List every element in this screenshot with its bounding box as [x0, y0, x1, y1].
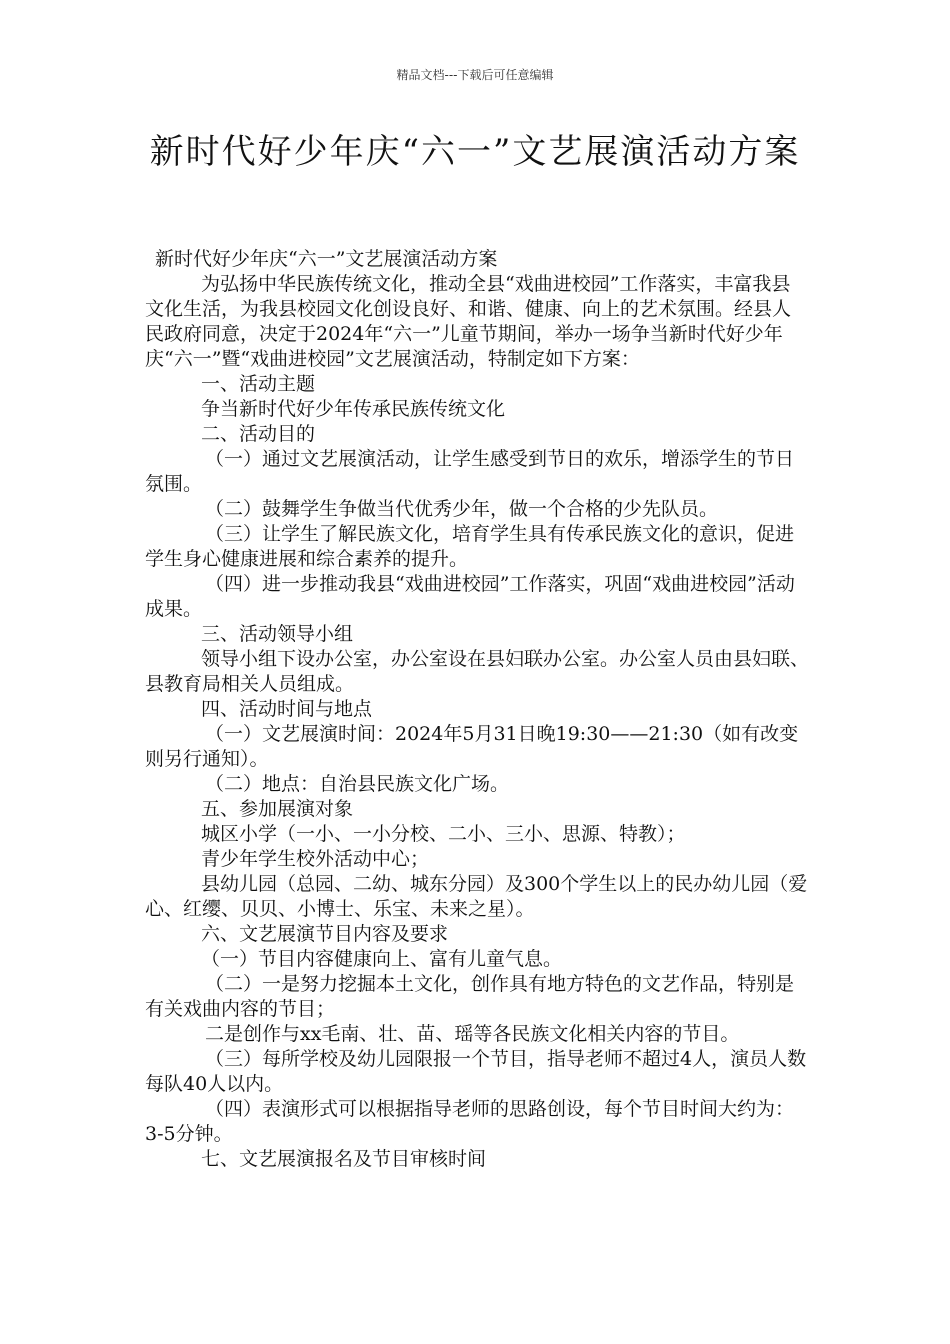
paragraph: （二）一是努力挖掘本土文化，创作具有地方特色的文艺作品，特别是有关戏曲内容的节目；	[145, 973, 795, 1020]
page-header: 精品文档---下载后可任意编辑	[396, 68, 554, 82]
paragraph: 城区小学（一小、一小分校、二小、三小、思源、特教）；	[201, 823, 686, 845]
paragraph: （三）每所学校及幼儿园限报一个节目，指导老师不超过4人，演员人数每队40人以内。	[145, 1048, 807, 1095]
paragraph: （一）文艺展演时间：2024年5月31日晚19:30——21:30（如有改变则另行通知）。	[145, 723, 799, 770]
paragraph: （二）鼓舞学生争做当代优秀少年，做一个合格的少先队员。	[205, 498, 719, 520]
section-heading: 一、活动主题	[201, 373, 316, 395]
section-heading: 五、参加展演对象	[201, 798, 354, 820]
paragraph: 领导小组下设办公室，办公室设在县妇联办公室。办公室人员由县妇联、县教育局相关人员组成。	[145, 648, 810, 695]
document-title: 新时代好少年庆“六一”文艺展演活动方案	[149, 132, 801, 172]
section-heading: 四、活动时间与地点	[201, 698, 373, 720]
paragraph: 争当新时代好少年传承民族传统文化	[201, 398, 506, 420]
paragraph: 县幼儿园（总园、二幼、城东分园）及300个学生以上的民办幼儿园（爱心、红缨、贝贝、小博士、乐宝、未来之星）。	[145, 873, 808, 920]
section-heading: 六、文艺展演节目内容及要求	[201, 923, 449, 945]
document-body	[145, 247, 809, 1172]
paragraph: （四）进一步推动我县“戏曲进校园”工作落实，巩固“戏曲进校园”活动成果。	[145, 573, 795, 620]
paragraph: 二是创作与xx毛南、壮、苗、瑶等各民族文化相关内容的节目。	[205, 1023, 740, 1045]
section-heading: 二、活动目的	[201, 423, 316, 445]
intro-paragraph: 为弘扬中华民族传统文化，推动全县“戏曲进校园”工作落实，丰富我县文化生活，为我县校园文化创设良好、和谐、健康、向上的艺术氛围。经县人民政府同意，决定于2024年“六一”儿童节期间，举办一场争当新时代好少年庆“六一”暨“戏曲进校园”文艺展演活动，特制定如下方案：	[145, 273, 792, 370]
paragraph: （四）表演形式可以根据指导老师的思路创设，每个节目时间大约为：3-5分钟。	[145, 1098, 795, 1145]
section-heading: 七、文艺展演报名及节目审核时间	[201, 1148, 487, 1170]
document-subtitle: 新时代好少年庆“六一”文艺展演活动方案	[155, 248, 498, 270]
paragraph: （二）地点：自治县民族文化广场。	[205, 773, 510, 795]
paragraph: 青少年学生校外活动中心；	[201, 848, 430, 870]
paragraph: （一）通过文艺展演活动，让学生感受到节日的欢乐，增添学生的节日氛围。	[145, 448, 795, 495]
paragraph: （三）让学生了解民族文化，培育学生具有传承民族文化的意识，促进学生身心健康进展和综合素养的提升。	[145, 523, 795, 570]
paragraph: （一）节目内容健康向上、富有儿童气息。	[201, 948, 563, 970]
section-heading: 三、活动领导小组	[201, 623, 354, 645]
